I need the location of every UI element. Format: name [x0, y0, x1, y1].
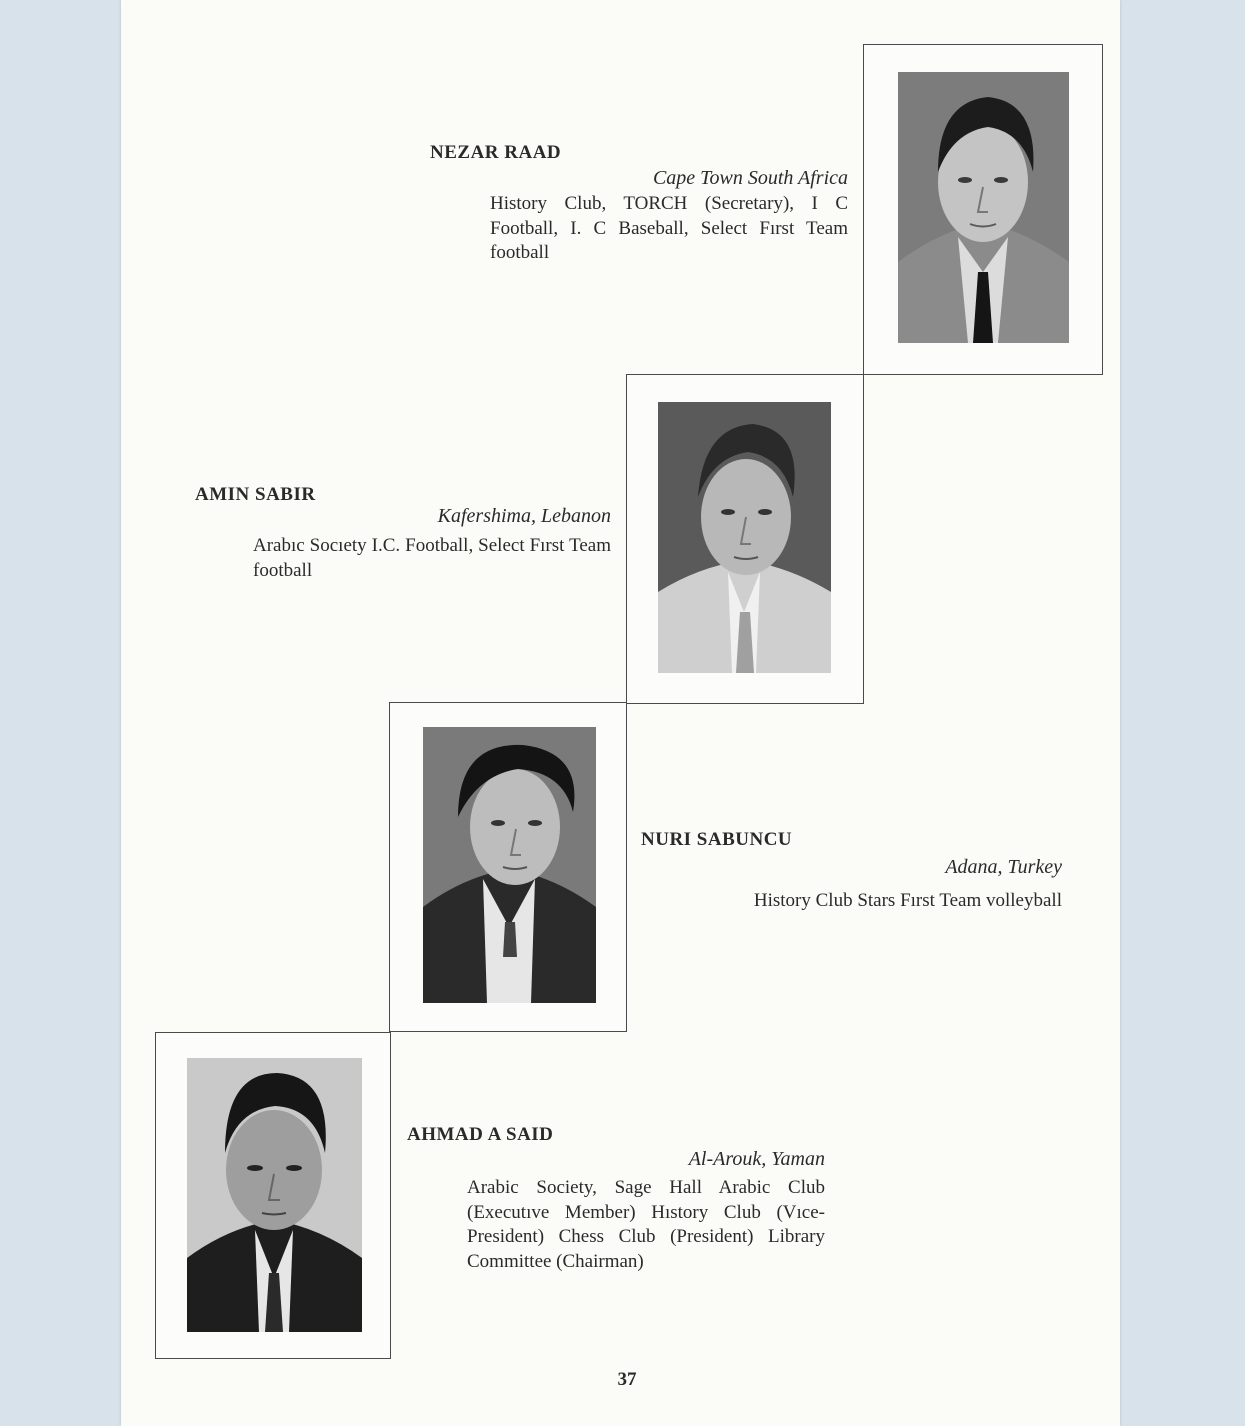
student-name: NURI SABUNCU: [641, 829, 793, 850]
student-name: AHMAD A SAID: [407, 1124, 554, 1145]
student-activities: Arabic Society, Sage Hall Arabic Club (Executıve Member) Hıstory Club (Vıce-President) Chess Club (President) Library Committee (Chairman): [467, 1177, 825, 1272]
yearbook-page: [121, 0, 1120, 1426]
portrait-photo-ahmad-a-said: [187, 1058, 362, 1332]
student-hometown: Cape Town South Africa: [652, 167, 848, 189]
portrait-photo-nuri-sabuncu: [423, 727, 596, 1003]
student-hometown: Al-Arouk, Yaman: [688, 1148, 825, 1170]
page-number: 37: [617, 1369, 637, 1390]
student-name: AMIN SABIR: [195, 484, 316, 505]
portrait-photo-nezar-raad: [898, 72, 1069, 343]
student-hometown: Kafershima, Lebanon: [437, 505, 611, 527]
student-activities: History Club, TORCH (Secretary), I C Football, I. C Baseball, Select Fırst Team football: [490, 193, 848, 263]
student-activities: History Club Stars Fırst Team volleyball: [753, 890, 1062, 911]
student-activities: Arabıc Socıety I.C. Football, Select Fırst Team football: [253, 535, 611, 581]
portrait-photo-amin-sabir: [658, 402, 831, 673]
student-hometown: Adana, Turkey: [945, 856, 1062, 878]
student-name: NEZAR RAAD: [430, 142, 562, 163]
